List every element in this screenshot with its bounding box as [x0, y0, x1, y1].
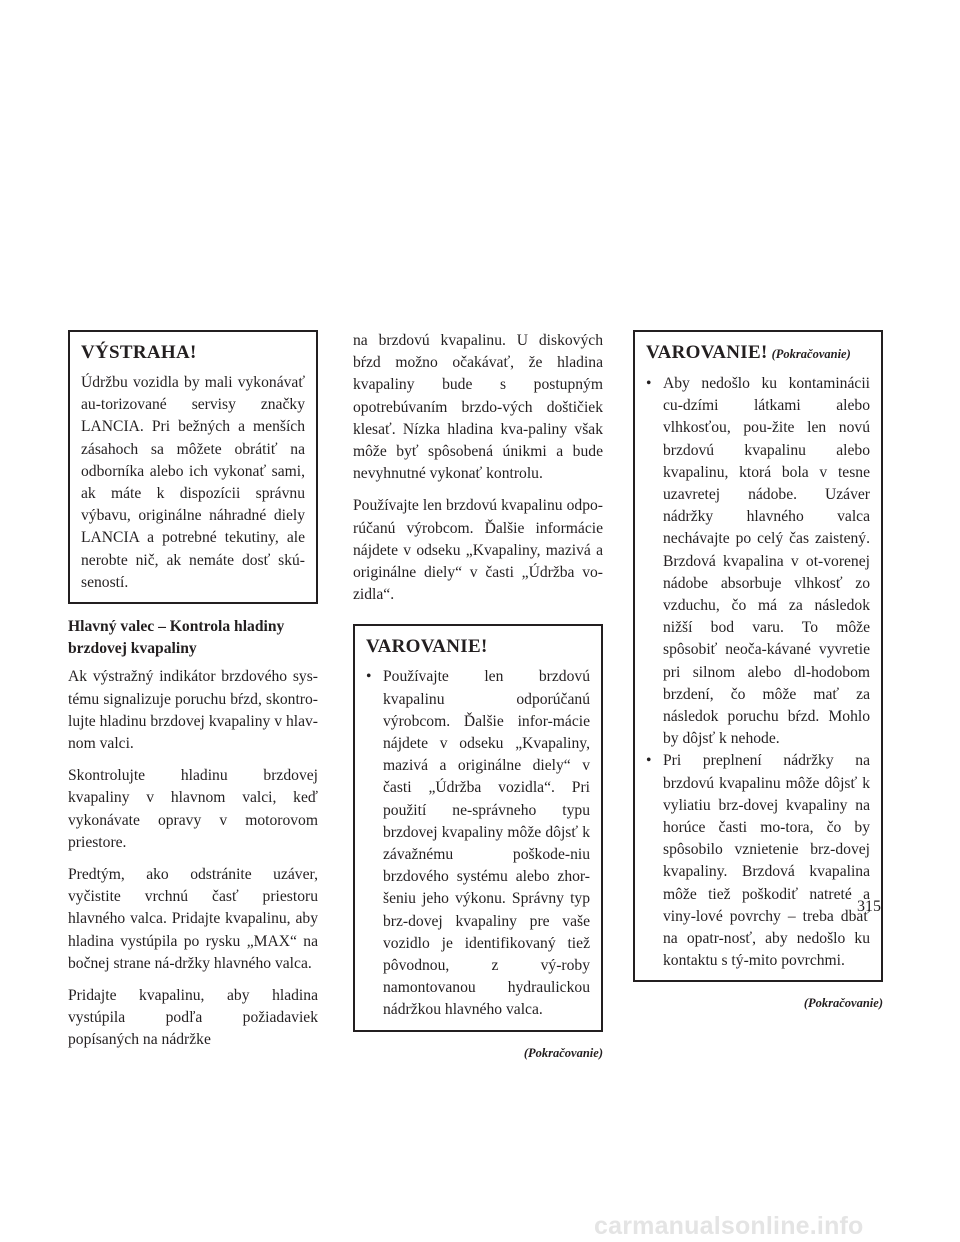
paragraph: Ak výstražný indikátor brzdového sys-tému signalizuje poruchu bŕzd, skontro-lujte hladinu brzdovej kvapaliny v hlav-nom valci.	[68, 668, 318, 753]
caution-box-continued	[633, 330, 883, 982]
section-heading-line1: Hlavný valec – Kontrola hladiny	[68, 618, 285, 636]
caution-item: • Aby nedošlo ku kontaminácii cu-dzími látkami alebo vlhkosťou, pou-žite len novú brzdovú kvapalinu alebo kvapalinu, ktorá bola v tesne uzavretej nádobe. Uzáver nádržky hlavného valca nechávajte po celý čas zaistený. Brzdová kvapalina v ot-vorenej nádobe absorbuje vlhkosť zo vzduchu, čo má za následok nižší bod varu. To môže spôsobiť neoča-kávané vyvretie pri silnom alebo dl-hodobom brzdení, čo môže mať za následok poruchu bŕzd. Mohlo by dôjsť k nehode.	[646, 373, 870, 750]
caution-title: VAROVANIE!	[366, 636, 488, 658]
paragraph: Používajte len brzdovú kvapalinu odpo-rúčanú výrobcom. Ďalšie informácie nájdete v odseku „Kvapaliny, mazivá a originálne diely“ v časti „Údržba vo-zidla“.	[353, 497, 603, 604]
section-heading	[68, 616, 318, 660]
warning-box	[68, 330, 318, 604]
caution-box	[353, 624, 603, 1031]
watermark	[590, 1214, 960, 1242]
caution-title-row	[646, 340, 870, 367]
column-left	[68, 330, 318, 1062]
paragraph: na brzdovú kvapalinu. U diskových bŕzd možno očakávať, že hladina kvapaliny bude s postupným opotrebúvaním brzdo-vých doštičiek klesať. Nízka hladina kva-paliny však môže byť spôsobená únikmi a bude nevyhnutné vykonať kontrolu.	[353, 332, 603, 483]
caution-item: • Používajte len brzdovú kvapalinu odporúčanú výrobcom. Ďalšie infor-mácie nájdete v odseku „Kvapaliny, mazivá a originálne diely“ v časti „Údržba vozidla“. Pri použití ne-správneho typu brzdovej kvapaliny môže dôjsť k závažnému poškode-niu brzdového systému alebo zhor-šeniu jeho výkonu. Správny typ brz-dovej kvapaliny pre vaše vozidlo je identifikovaný tiež pôvodnou, z vý-roby namontovanou hydraulickou nádržkou hlavného valca.	[366, 666, 590, 1021]
page-number: 315	[857, 898, 881, 915]
caution-list	[366, 666, 590, 1021]
caution-list	[646, 373, 870, 972]
caution-item: • Pri preplnení nádržky na brzdovú kvapalinu môže dôjsť k vyliatiu brz-dovej kvapaliny na horúce časti mo-tora, čo by spôsobilo vznietenie brz-dovej kvapaliny. Brzdová kvapalina môže tiež poškodiť natreté a viny-lové povrchy – treba dbať na opatr-nosť, aby nedošlo ku kontaktu s tý-mito povrchmi.	[646, 750, 870, 972]
warning-text: Údržbu vozidla by mali vykonávať au-torizované servisy značky LANCIA. Pri bežných a menších zásahoch sa môžete obrátiť na odborníka alebo ich vykonať sami, ak máte k dispozícii správnu výbavu, originálne náhradné diely LANCIA a potrebné tekutiny, ale nerobte nič, ak nemáte dosť skú-seností.	[81, 374, 305, 591]
section-heading-line2: brzdovej kvapaliny	[68, 640, 197, 658]
caution-title-continued: (Pokračovanie)	[771, 347, 851, 361]
watermark-text: carmanualsonline.info	[594, 1214, 864, 1240]
column-middle	[353, 330, 603, 1064]
continued-label: (Pokračovanie)	[523, 1045, 603, 1060]
warning-title: VÝSTRAHA!	[81, 342, 197, 363]
paragraph: Skontrolujte hladinu brzdovej kvapaliny v hlavnom valci, keď vykonávate opravy v motorovom priestore.	[68, 767, 318, 851]
paragraph: Pridajte kvapalinu, aby hladina vystúpila podľa požiadaviek popísaných na nádržke	[68, 987, 318, 1049]
continued-label: (Pokračovanie)	[803, 996, 883, 1011]
column-right	[633, 330, 883, 1015]
caution-title: VAROVANIE!	[646, 342, 768, 363]
paragraph: Predtým, ako odstránite uzáver, vyčistite vrchnú časť priestoru hlavného valca. Pridajte kvapalinu, aby hladina vystúpila po rysku „MAX“ na bočnej strane ná-držky hlavného valca.	[68, 866, 318, 972]
